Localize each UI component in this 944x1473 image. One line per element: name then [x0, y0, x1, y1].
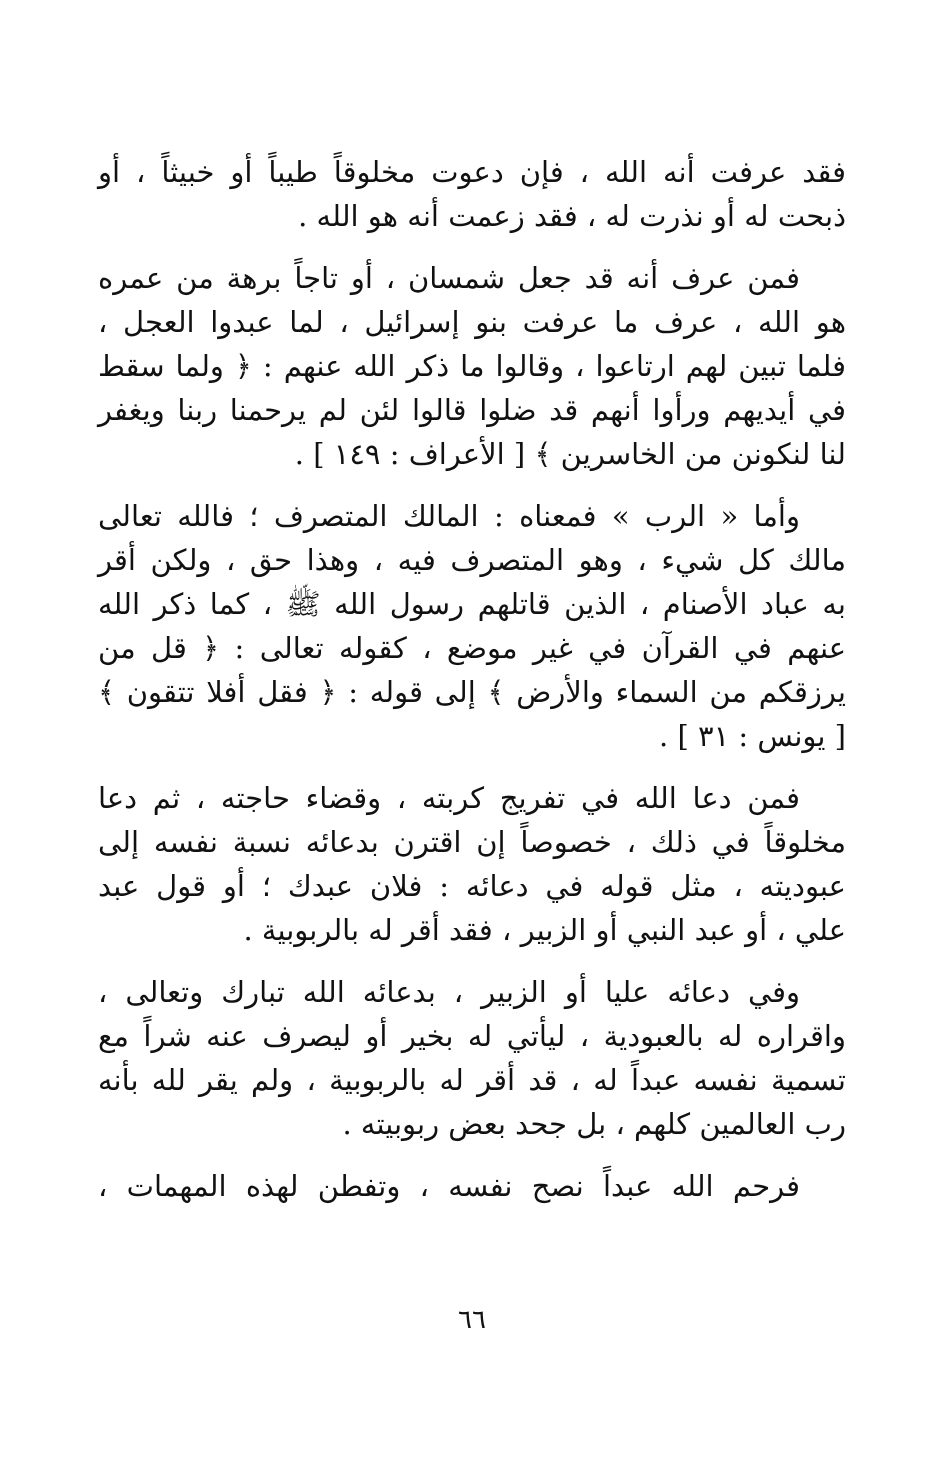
text-line: مخلوقاً في ذلك ، خصوصاً إن اقترن بدعائه نسبة نفسه إلى: [98, 825, 846, 859]
text-line: في أيديهم ورأوا أنهم قد ضلوا قالوا لئن لم يرحمنا ربنا ويغفر: [98, 393, 846, 427]
text-line: فمن عرف أنه قد جعل شمسان ، أو تاجاً برهة من عمره: [98, 261, 800, 295]
text-line: فمن دعا الله في تفريج كربته ، وقضاء حاجته ، ثم دعا: [98, 781, 800, 815]
text-line: فقد عرفت أنه الله ، فإن دعوت مخلوقاً طيباً أو خبيثاً ، أو: [98, 155, 846, 189]
text-line: تسمية نفسه عبداً له ، قد أقر له بالربوبية ، ولم يقر لله بأنه: [98, 1063, 846, 1097]
paragraph-1: [98, 150, 846, 238]
paragraph-5: [98, 970, 846, 1146]
text-line: لنا لنكونن من الخاسرين ﴾ [ الأعراف : ١٤٩ ] .: [294, 437, 846, 471]
text-line: فرحم الله عبداً نصح نفسه ، وتفطن لهذه المهمات ،: [98, 1169, 800, 1203]
text-line: [ يونس : ٣١ ] .: [659, 719, 846, 753]
paragraph-4: [98, 776, 846, 952]
text-line: به عباد الأصنام ، الذين قاتلهم رسول الله ﷺ ، كما ذكر الله: [98, 587, 846, 621]
paragraph-2: [98, 256, 846, 476]
text-line: علي ، أو عبد النبي أو الزبير ، فقد أقر له بالربوبية .: [243, 913, 846, 947]
page-number: ٦٦: [458, 1305, 486, 1335]
text-line: فلما تبين لهم ارتاعوا ، وقالوا ما ذكر الله عنهم : ﴿ ولما سقط: [98, 349, 846, 383]
text-line: واقراره له بالعبودية ، ليأتي له بخير أو ليصرف عنه شراً مع: [98, 1019, 846, 1053]
text-line: مالك كل شيء ، وهو المتصرف فيه ، وهذا حق ، ولكن أقر: [98, 543, 846, 577]
page-body: [98, 150, 846, 1226]
text-line: عنهم في القرآن في غير موضع ، كقوله تعالى : ﴿ قل من: [98, 631, 846, 665]
text-line: عبوديته ، مثل قوله في دعائه : فلان عبدك ؛ أو قول عبد: [98, 869, 846, 903]
text-line: وأما « الرب » فمعناه : المالك المتصرف ؛ فالله تعالى: [98, 499, 800, 533]
text-line: وفي دعائه عليا أو الزبير ، بدعائه الله تبارك وتعالى ،: [98, 975, 800, 1009]
text-line: يرزقكم من السماء والأرض ﴾ إلى قوله : ﴿ فقل أفلا تتقون ﴾: [98, 675, 846, 709]
text-line: رب العالمين كلهم ، بل جحد بعض ربوبيته .: [342, 1107, 846, 1141]
paragraph-6: [98, 1164, 846, 1208]
text-line: هو الله ، عرف ما عرفت بنو إسرائيل ، لما عبدوا العجل ،: [98, 305, 846, 339]
paragraph-3: [98, 494, 846, 758]
text-line: ذبحت له أو نذرت له ، فقد زعمت أنه هو الله .: [298, 199, 846, 233]
